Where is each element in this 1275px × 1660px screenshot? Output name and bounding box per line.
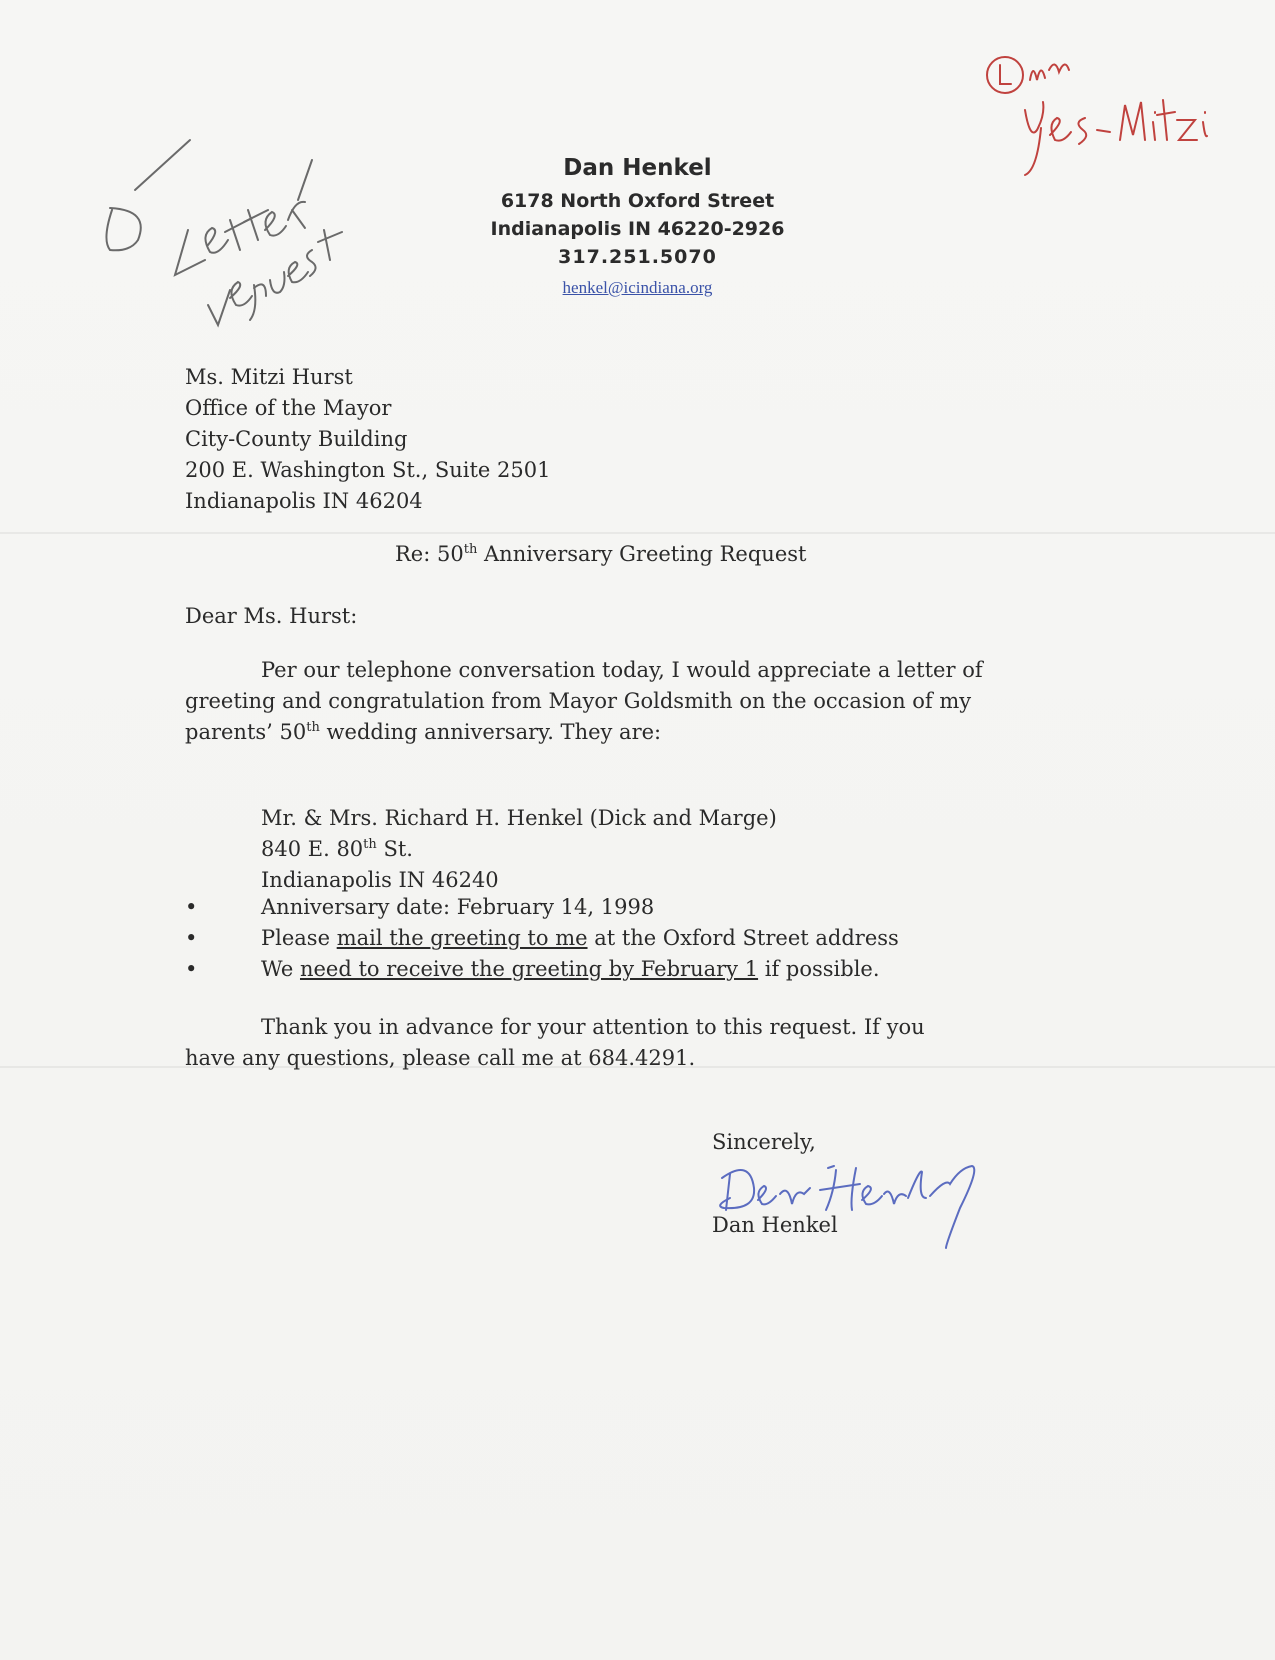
letterhead-phone: 317.251.5070 [558,246,717,268]
parents-superscript: th [363,837,377,852]
letterhead-city: Indianapolis IN 46220-2926 [490,218,785,240]
bullet-icon: • [185,957,198,981]
paragraph-1-line: greeting and congratulation from Mayor Goldsmith on the occasion of my [185,689,972,713]
recipient-line: Indianapolis IN 46204 [185,489,423,513]
paragraph-1-superscript: th [306,720,320,735]
parents-line: St. [376,837,413,861]
paragraph-1-line: Per our telephone conversation today, I would appreciate a letter of [261,658,983,682]
recipient-line: City-County Building [185,427,408,451]
salutation: Dear Ms. Hurst: [185,604,358,628]
bullet-underlined-text: need to receive the greeting by February 1 [299,957,759,981]
letterhead-street: 6178 North Oxford Street [500,190,775,212]
handwritten-pencil-note [80,100,400,340]
parents-address [261,803,777,896]
bullet-icon: • [185,895,198,919]
signature-name: Dan Henkel [712,1213,838,1237]
parents-line: Indianapolis IN 46240 [261,868,499,892]
paragraph-2-line: have any questions, please call me at 684.4291. [185,1046,696,1070]
paragraph-1 [185,655,983,748]
subject-rest: Anniversary Greeting Request [477,542,807,566]
handwritten-red-note [975,40,1225,190]
bullet-item [185,954,899,985]
parents-line: 840 E. 80 [261,837,364,861]
closing: Sincerely, [712,1130,816,1154]
recipient-line: 200 E. Washington St., Suite 2501 [185,458,551,482]
paragraph-2 [185,1012,925,1074]
bullet-text: Please [261,926,337,950]
recipient-address [185,362,550,517]
bullet-item [185,892,899,923]
letterhead-email-link[interactable]: henkel@icindiana.org [562,278,713,297]
signature-handwritten [710,1148,1010,1258]
recipient-line: Ms. Mitzi Hurst [185,365,353,389]
bullet-text: Anniversary date: February 14, 1998 [261,895,655,919]
fold-line [0,532,1275,534]
paragraph-1-line: wedding anniversary. They are: [319,720,662,744]
paragraph-2-line: Thank you in advance for your attention to this request. If you [261,1015,925,1039]
bullet-text: We [261,957,300,981]
bullet-text: at the Oxford Street address [587,926,899,950]
letterhead-name: Dan Henkel [563,155,712,181]
subject-prefix: Re: 50 [395,542,464,566]
bullet-text: if possible. [758,957,880,981]
subject-superscript: th [463,542,478,557]
recipient-line: Office of the Mayor [185,396,392,420]
paragraph-1-line: parents’ 50 [185,720,307,744]
bullet-list [185,892,899,985]
subject-line [395,539,806,570]
parents-line: Mr. & Mrs. Richard H. Henkel (Dick and Marge) [261,806,777,830]
bullet-underlined-text: mail the greeting to me [336,926,588,950]
bullet-item [185,923,899,954]
bullet-icon: • [185,926,198,950]
